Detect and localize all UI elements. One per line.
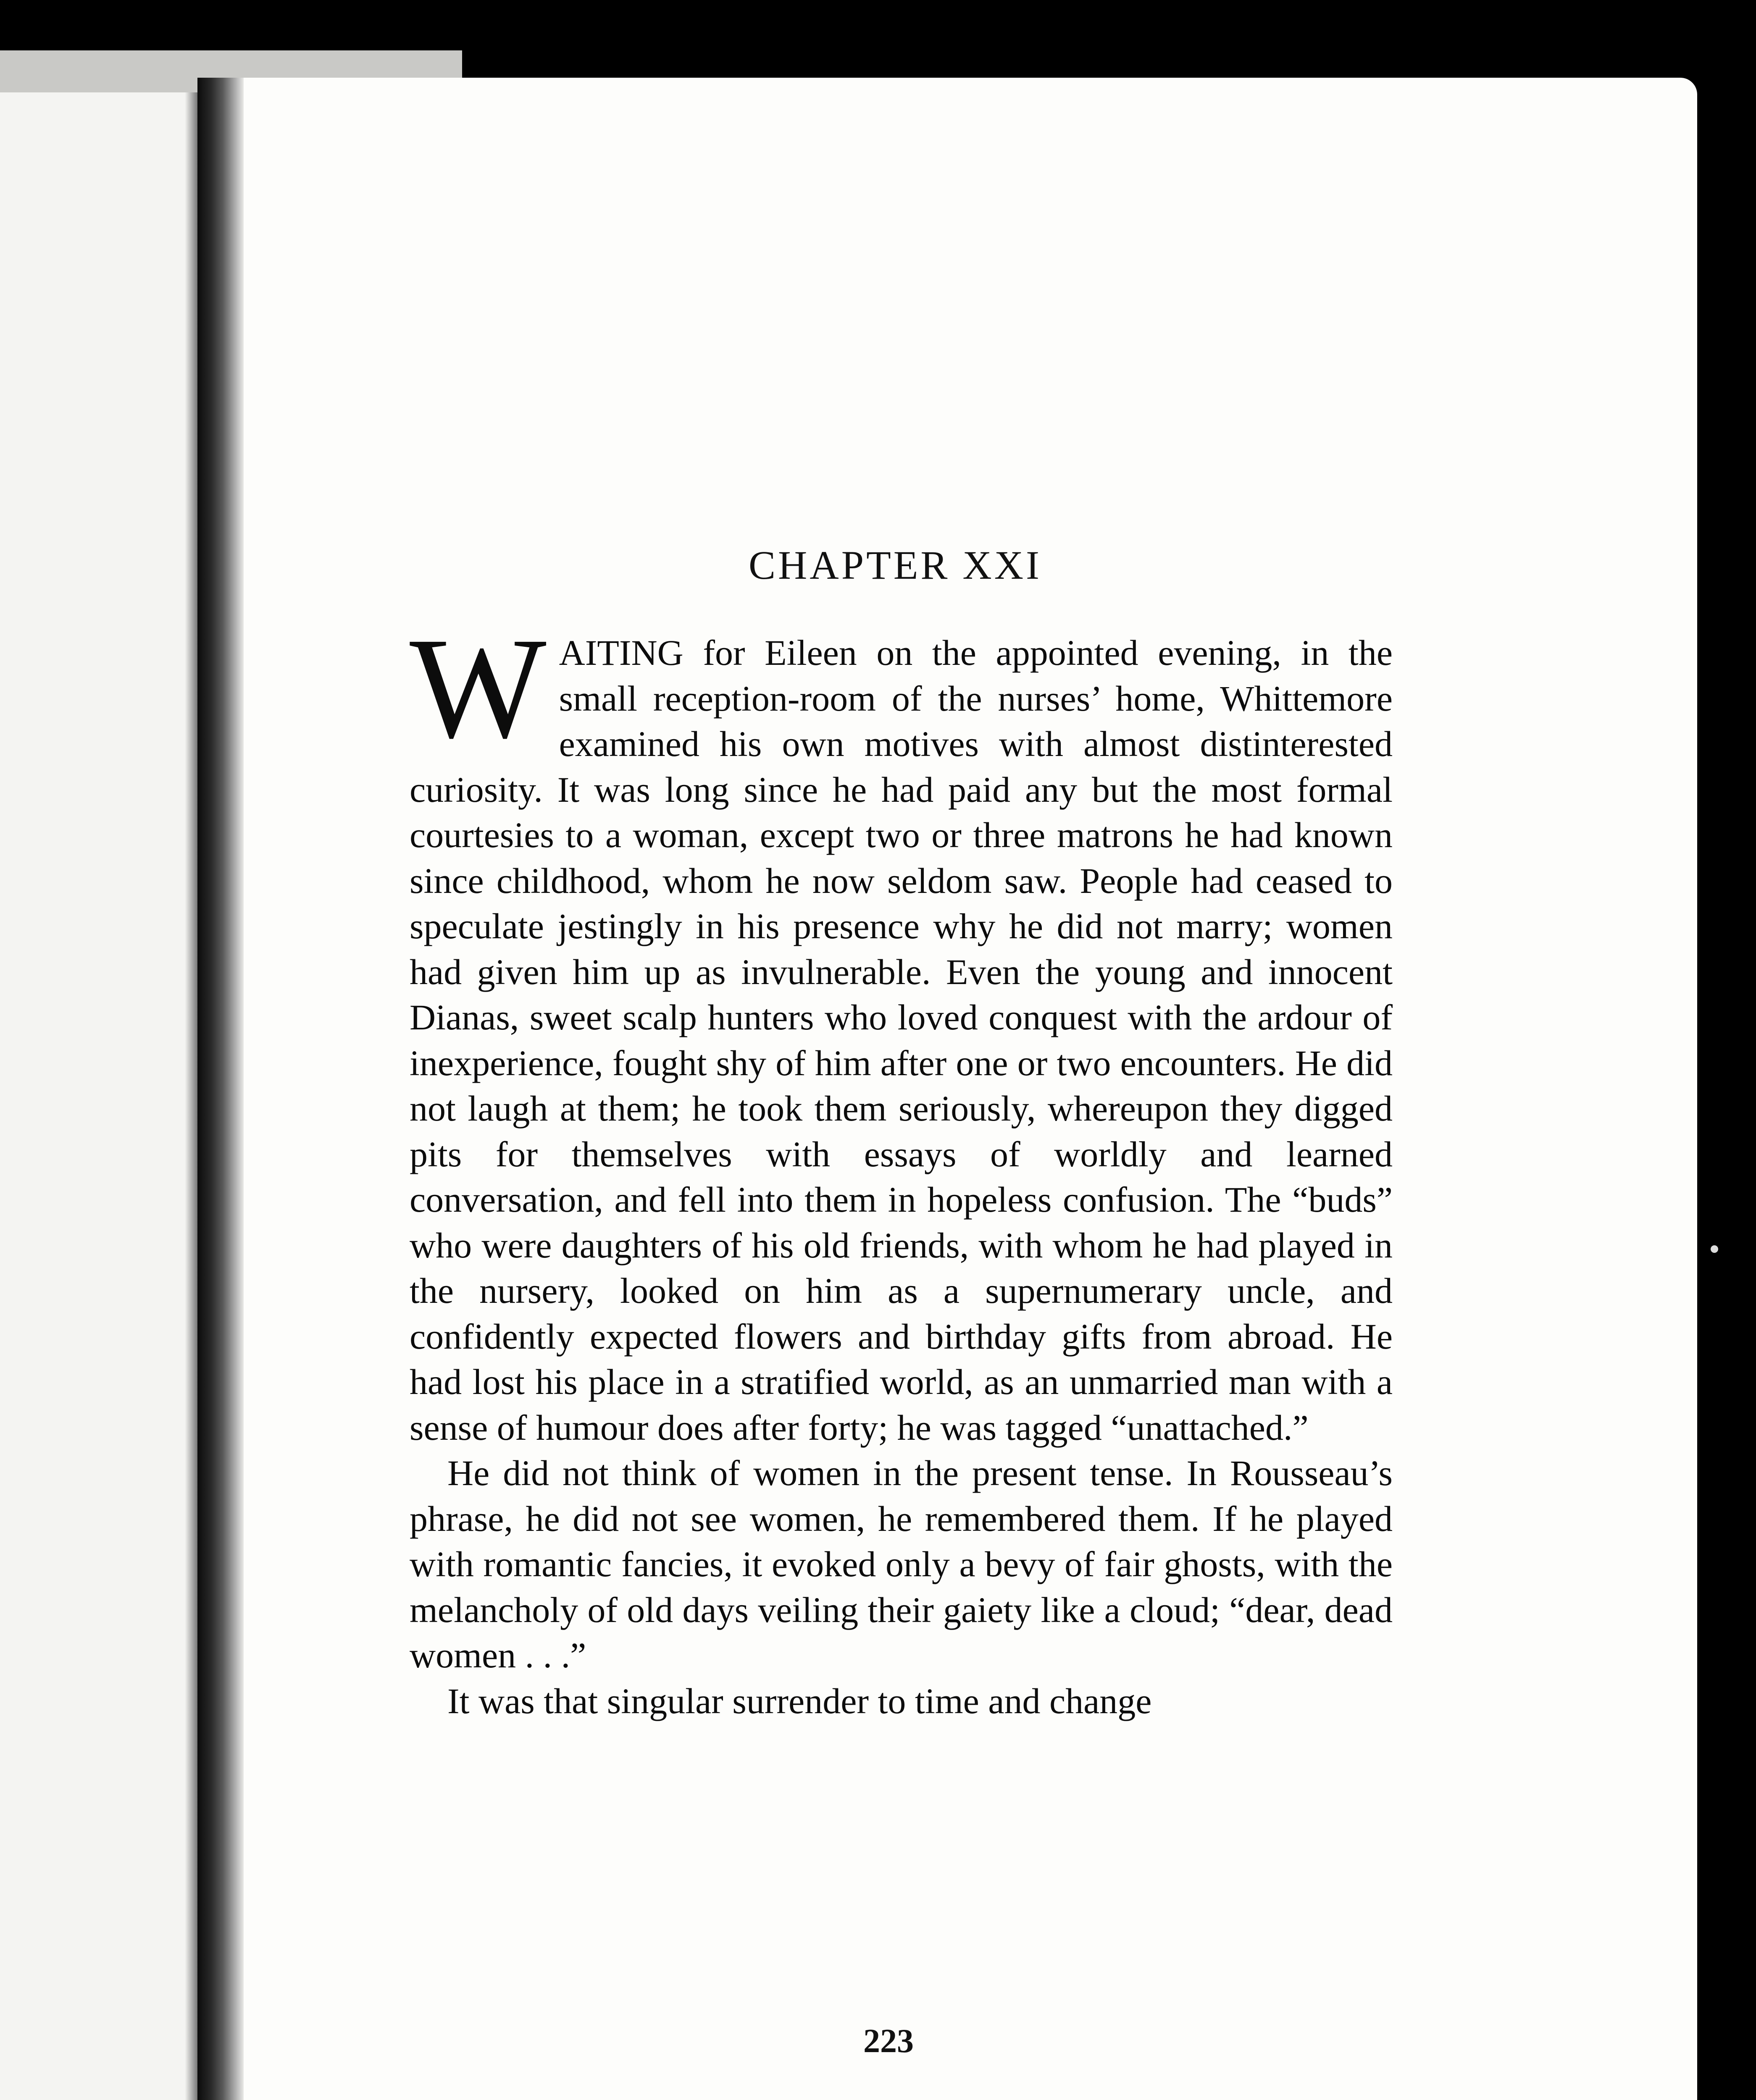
- paragraph-2: He did not think of women in the present tense. In Rousseau’s phrase, he did not see women, he remembered them. If he played with romantic fancies, it evoked only a bevy of fair ghosts, with the melancholy of old days veiling their gaiety like a cloud; “dear, dead women . . .”: [410, 1453, 1393, 1675]
- body-text: [410, 608, 1393, 1724]
- facing-page-edge: [0, 92, 197, 2100]
- paragraph-1-text: AITING for Eileen on the appointed evening, in the small reception-room of the nurses’ home, Whittemore examined his own motives with almost distinterested curiosity. It was long since he had paid any but the most formal courtesies to a woman, except two or three matrons he had known since childhood, whom he now seldom saw. People had ceased to speculate jestingly in his presence why he did not marry; women had given him up as invulnerable. Even the young and innocent Dianas, sweet scalp hunters who loved conquest with the ardour of inexperience, fought shy of him after one or two encounters. He did not laugh at them; he took them seriously, whereupon they digged pits for themselves with essays of worldly and learned conversation, and fell into them in hopeless confusion. The “buds” who were daughters of his old friends, with whom he had played in the nursery, looked on him as a supernumerary uncle, and confidently expected flowers and birthday gifts from abroad. He had lost his place in a stratified world, as an unmarried man with a sense of humour does after forty; he was tagged “unattached.”: [410, 633, 1393, 1448]
- drop-cap: W: [410, 608, 547, 768]
- paragraph-3: It was that singular surrender to time and change: [447, 1680, 1152, 1721]
- paragraph-1: [410, 608, 1393, 1450]
- chapter-heading: CHAPTER XXI: [749, 543, 1042, 588]
- page-number: 223: [863, 2023, 914, 2060]
- scan-speck: [1711, 1245, 1718, 1253]
- page-gutter: [197, 78, 244, 2100]
